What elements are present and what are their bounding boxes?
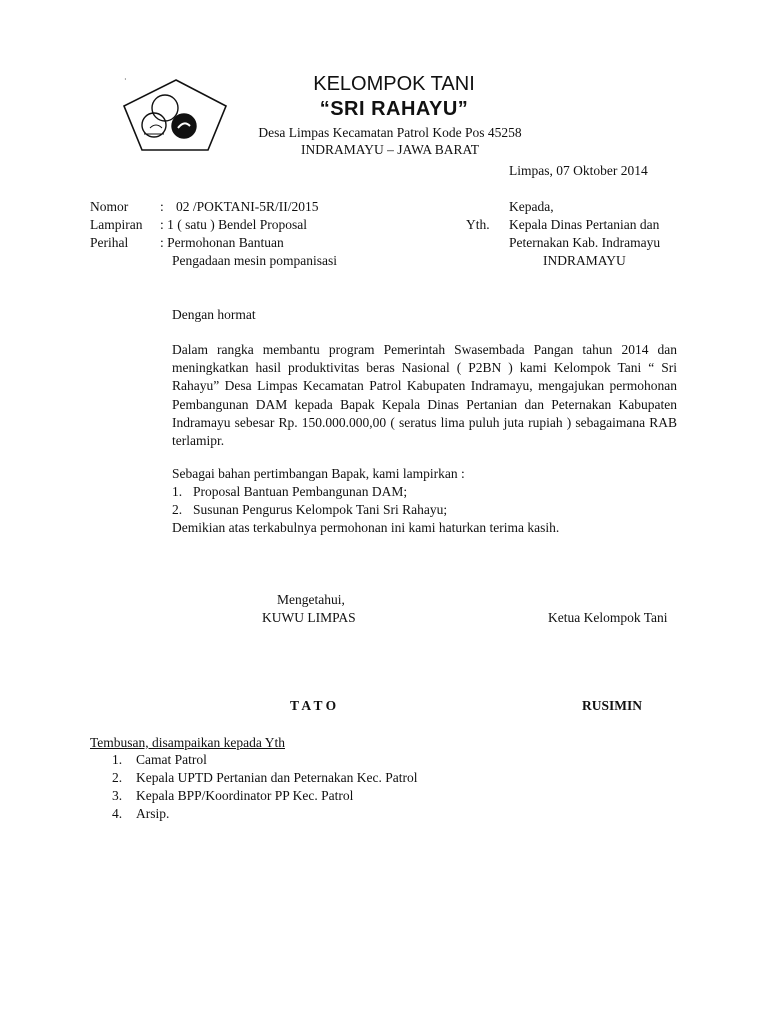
org-region: INDRAMAYU – JAWA BARAT <box>300 142 480 157</box>
sign-left-name: T A T O <box>290 698 337 713</box>
org-address: Desa Limpas Kecamatan Patrol Kode Pos 45258 <box>258 125 522 140</box>
recipient-line3: INDRAMAYU <box>543 253 626 268</box>
cc-num: 3. <box>112 788 123 803</box>
nomor-separator: : <box>160 199 164 214</box>
attachment-item: Susunan Pengurus Kelompok Tani Sri Rahayu; <box>193 502 448 517</box>
cc-item: Kepala BPP/Koordinator PP Kec. Patrol <box>136 788 354 803</box>
cc-item: Arsip. <box>136 806 170 821</box>
recipient-kepada: Kepada, <box>509 199 554 214</box>
attachments-intro: Sebagai bahan pertimbangan Bapak, kami lampirkan : <box>172 466 465 481</box>
recipient-yth: Yth. <box>466 217 490 232</box>
attachment-item: Proposal Bantuan Pembangunan DAM; <box>193 484 408 499</box>
sign-right-name: RUSIMIN <box>582 698 643 713</box>
cc-num: 2. <box>112 770 123 785</box>
recipient-line1: Kepala Dinas Pertanian dan <box>509 217 660 232</box>
sign-left-office: KUWU LIMPAS <box>262 610 356 625</box>
cc-heading: Tembusan, disampaikan kepada Yth <box>90 735 285 750</box>
body-paragraph: Dalam rangka membantu program Pemerintah Swasembada Pangan tahun 2014 dan meningkatkan hasil produktivitas beras Nasional ( P2BN ) kami Kelompok Tani “ Sri Rahayu” Desa Limpas Kecamatan Patrol Kabupaten Indramayu, mengajukan permohonan Pembangunan DAM kepada Bapak Kepala Dinas Pertanian dan Peternakan Kabupaten Indramayu sebesar Rp. 150.000.000,00 ( seratus lima puluh juta rupiah ) sebagaimana RAB terlamipr. <box>172 342 677 449</box>
sign-left-title: Mengetahui, <box>277 592 345 607</box>
perihal-value-2: Pengadaan mesin pompanisasi <box>172 253 337 268</box>
greeting: Dengan hormat <box>172 307 256 322</box>
letter-date: Limpas, 07 Oktober 2014 <box>509 163 648 178</box>
cc-item: Kepala UPTD Pertanian dan Peternakan Kec. Patrol <box>136 770 418 785</box>
lampiran-label: Lampiran <box>90 217 143 232</box>
cc-num: 1. <box>112 752 123 767</box>
perihal-value: : Permohonan Bantuan <box>160 235 284 250</box>
logo-dot: · <box>124 75 127 84</box>
org-name: KELOMPOK TANI <box>313 73 475 95</box>
closing-sentence: Demikian atas terkabulnya permohonan ini kami haturkan terima kasih. <box>172 520 560 535</box>
cc-item: Camat Patrol <box>136 752 207 767</box>
sign-right-title: Ketua Kelompok Tani <box>548 610 668 625</box>
perihal-label: Perihal <box>90 235 129 250</box>
org-subname: “SRI RAHAYU” <box>319 98 469 120</box>
nomor-label: Nomor <box>90 199 129 214</box>
lampiran-value: : 1 ( satu ) Bendel Proposal <box>160 217 307 232</box>
nomor-value: 02 /POKTANI-5R/II/2015 <box>176 199 319 214</box>
recipient-line2: Peternakan Kab. Indramayu <box>509 235 661 250</box>
cc-num: 4. <box>112 806 123 821</box>
attachment-num: 2. <box>172 502 183 517</box>
attachment-num: 1. <box>172 484 183 499</box>
